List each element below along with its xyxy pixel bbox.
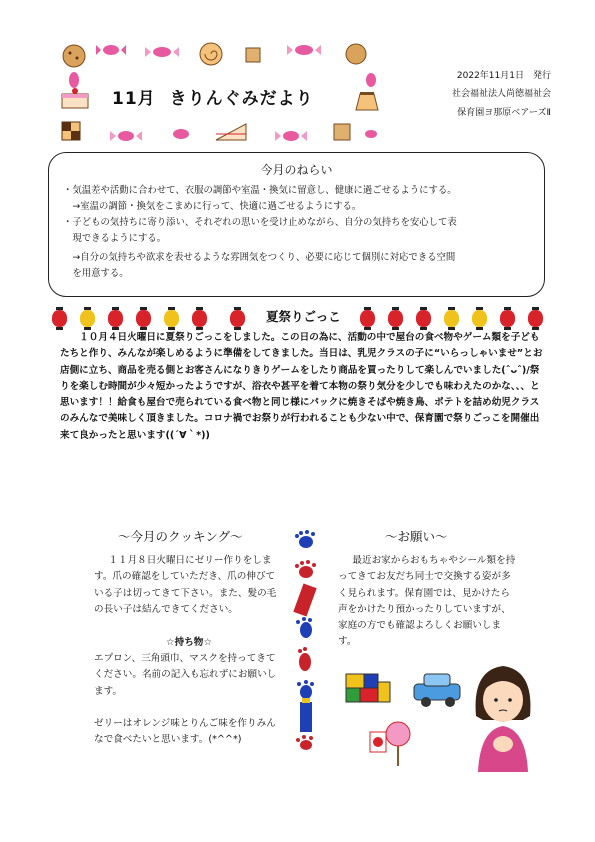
festival-title: 夏祭りごっこ	[266, 309, 341, 324]
title-month: 11月	[112, 89, 156, 109]
festival-body: １０月４日火曜日に夏祭りごっこをしました。この日の為に、活動の中で屋台の食べ物やゲーム類を子どもたちと作り、みんなが楽しめるように準備をしてきました。当日は、乳児クラスの子に“いらっしゃいませ”とお店側に立ち、商品を売る側とお客さんになりきりゲームをしたり商品を買ったりして楽しんでいました(ˆᴗˆ)/祭りを楽しむ時間が少々短かったようですが、浴衣や甚平を着て本物の祭り気分を少しでも味わえたのかな、、、と思います！！給食も屋台で売られている食べ物と同じ様にパックに焼きそばや焼き鳥、ポテトを詰め幼児クラスのみんなで美味しく頂きました。コロナ禍でお祭りが行われることも少ない中で、保育園で祭りごっこを開催出来て良かったと思います((´∀｀*))	[60, 332, 543, 441]
aim-line: 現できるようにする。	[63, 233, 167, 244]
lantern-icon	[500, 310, 515, 327]
candy-icon	[173, 129, 189, 139]
cooking-items-text: エプロン、三角頭巾、マスクを持ってきてください。名前の記入も忘れずにお願いします。	[94, 653, 277, 697]
candy-icon	[96, 45, 126, 55]
candy-icon	[365, 130, 377, 138]
handprint-icon	[295, 560, 316, 578]
thinking-girl-icon	[468, 660, 538, 772]
paint-tube-icon	[293, 584, 316, 617]
request-title: ～お願い～	[385, 529, 448, 544]
lantern-icon	[164, 310, 179, 327]
lantern-icon	[388, 310, 403, 327]
aims-title: 今月のねらい	[260, 163, 333, 177]
handprint-icon	[297, 680, 314, 699]
candy-icon	[145, 47, 179, 57]
lantern-icon	[472, 310, 487, 327]
candy-icon	[110, 131, 142, 141]
aim-line: ・子どもの気持ちに寄り添い、それぞれの思いを受け止めながら、自分の気持ちを安心して表	[63, 217, 457, 228]
cooking-closing: ゼリーはオレンジ味とりんご味を作りみんなで食べたいと思います。(*^^*)	[94, 718, 276, 746]
cookie-icon	[246, 48, 260, 62]
cooking-title: ～今月のクッキング～	[118, 529, 243, 544]
lantern-icon	[136, 310, 151, 327]
cookie-icon	[63, 45, 85, 67]
candy-icon	[287, 45, 321, 55]
aims-box	[48, 152, 545, 297]
aim-line: ・気温差や活動に合わせて、衣服の調節や室温・換気に留意し、健康に過ごせるようにする。	[63, 185, 457, 196]
cake-slice-icon	[216, 124, 246, 140]
lantern-icon	[360, 310, 375, 327]
checkered-cookie-icon	[62, 122, 80, 140]
candy-icon	[275, 131, 307, 141]
lantern-icon	[444, 310, 459, 327]
lantern-icon	[80, 310, 95, 327]
pudding-icon	[356, 92, 378, 110]
paint-tube-icon	[300, 698, 312, 732]
title-name: きりんぐみだより	[169, 89, 314, 109]
toy-blocks-icon	[346, 674, 390, 702]
cookie-icon	[334, 124, 350, 140]
cake-roll-icon	[200, 43, 222, 65]
handprint-column	[292, 530, 322, 755]
lantern-icon	[416, 310, 431, 327]
lantern-icon	[52, 310, 67, 327]
aim-line: →自分の気持ちや欲求を表せるような雰囲気をつくり、必要に応じて個別に対応できる空間	[63, 252, 456, 263]
toy-car-icon	[414, 674, 460, 707]
newsletter-title	[112, 84, 328, 109]
cooking-items-heading: ☆持ち物☆	[166, 637, 212, 648]
cookie-icon	[346, 44, 366, 64]
lantern-icon	[108, 310, 123, 327]
nursery-name: 保育園ヨ那原ベアーズⅡ	[457, 108, 551, 118]
cooking-body: １１月８日火曜日にゼリー作りをします。爪の確認をしていただき、爪の伸びている子は切ってきて下さい。また、髪の毛の長い子は結んできてください。	[94, 555, 277, 615]
cake-icon	[62, 88, 88, 108]
lollipop-icon	[386, 722, 410, 766]
aim-line: を用意する。	[63, 268, 129, 279]
request-body: 最近お家からおもちゃやシール類を持ってきてお友だち同士で交換する姿が多く見られます。保育園では、見かけたら声をかけたり預かったりしていますが、家庭の方でも確認よろしくお願いします。	[338, 555, 516, 648]
sticker-icon	[370, 732, 386, 752]
toys-illustration	[338, 660, 468, 770]
lantern-icon	[528, 310, 543, 327]
issue-date: 2022年11月1日 発行	[456, 71, 551, 81]
lantern-icon	[192, 310, 207, 327]
handprint-icon	[296, 735, 313, 750]
handprint-icon	[295, 530, 315, 548]
handprint-icon	[296, 617, 312, 638]
lantern-icon	[230, 310, 245, 327]
aim-line: →室温の調節・換気をこまめに行って、快適に過ごせるようにする。	[63, 201, 362, 212]
publisher-name: 社会福祉法人尚徳福祉会	[451, 89, 551, 99]
candy-icon	[69, 72, 79, 88]
candy-icon	[366, 73, 376, 87]
footprint-icon	[298, 647, 311, 671]
